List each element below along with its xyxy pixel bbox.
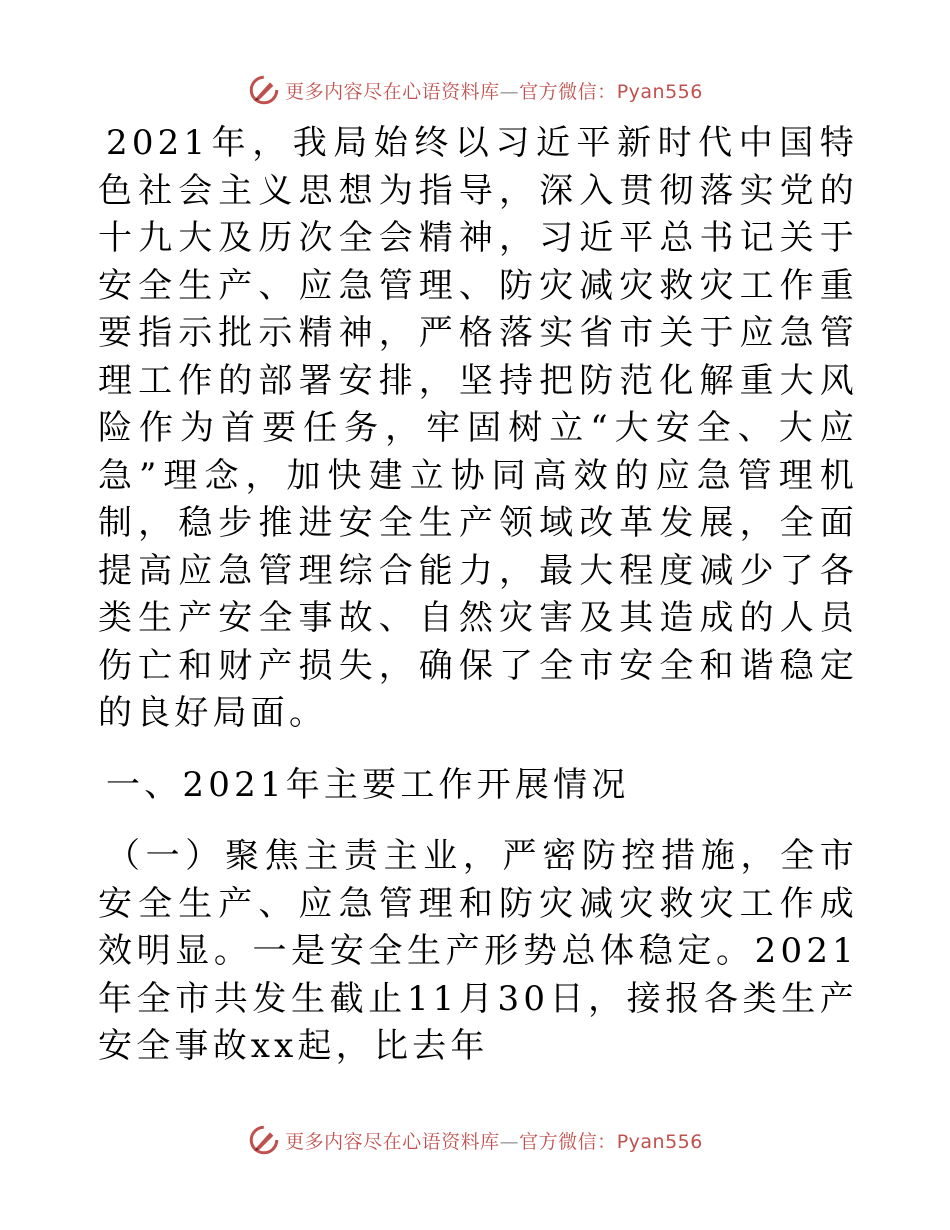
document-body [98, 120, 858, 1071]
watermark-site-name: 更多内容尽在心语资料库 [285, 1130, 500, 1153]
header-watermark [0, 70, 950, 110]
watermark-wx-label: 官方微信： [519, 1130, 617, 1153]
watermark-dash: — [499, 1130, 520, 1153]
watermark-wx-id: Pyan556 [616, 1130, 703, 1153]
watermark-text [285, 77, 703, 104]
watermark-wx-id: Pyan556 [616, 80, 703, 103]
pen-swirl-logo-icon [247, 1123, 281, 1157]
section-heading: 一、2021年主要工作开展情况 [106, 764, 630, 805]
watermark-text [285, 1127, 703, 1154]
watermark-site-name: 更多内容尽在心语资料库 [285, 80, 500, 103]
footer-watermark [0, 1120, 950, 1160]
pen-swirl-logo-icon [247, 73, 281, 107]
watermark-dash: — [499, 80, 520, 103]
watermark-wx-label: 官方微信： [519, 80, 617, 103]
paragraph-section-1: （一）聚焦主责主业，严密防控措施，全市安全生产、应急管理和防灾减灾救灾工作成效明显。一是安全生产形势总体稳定。2021年全市共发生截止11月30日，接报各类生产安全事故xx起，比去年 [98, 836, 858, 1066]
paragraph-intro: 2021年，我局始终以习近平新时代中国特色社会主义思想为指导，深入贯彻落实党的十九大及历次全会精神，习近平总书记关于安全生产、应急管理、防灾减灾救灾工作重要指示批示精神，严格落实省市关于应急管理工作的部署安排，坚持把防范化解重大风险作为首要任务，牢固树立“大安全、大应急”理念，加快建立协同高效的应急管理机制，稳步推进安全生产领域改革发展，全面提高应急管理综合能力，最大程度减少了各类生产安全事故、自然灾害及其造成的人员伤亡和财产损失，确保了全市安全和谐稳定的良好局面。 [98, 123, 858, 733]
